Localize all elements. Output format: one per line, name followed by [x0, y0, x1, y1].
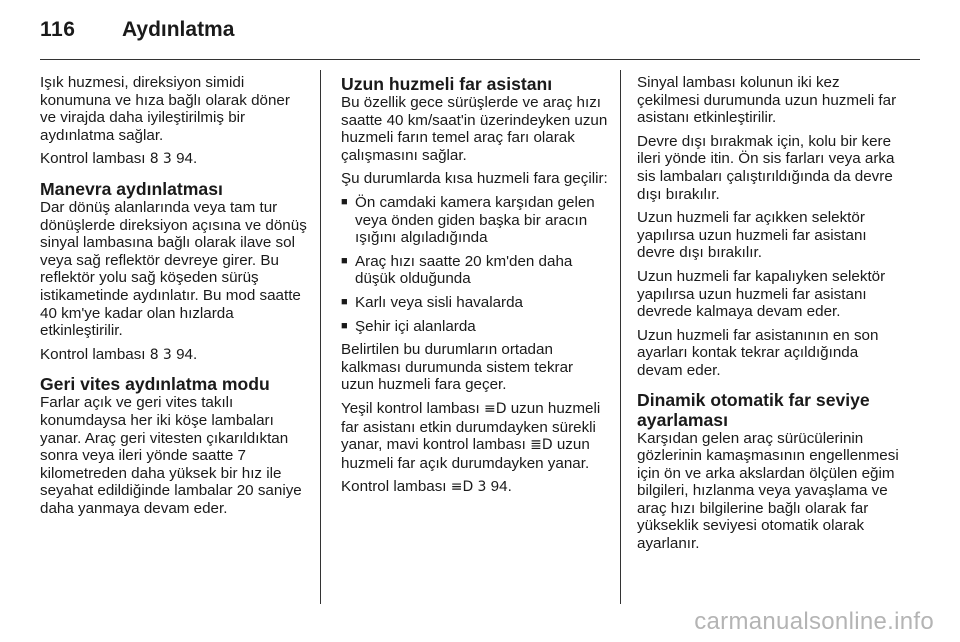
paragraph: Uzun huzmeli far asistanının en son ayarları kontak tekrar açıldığında devam eder. — [637, 326, 879, 379]
page-reference-arrow-icon: 3 — [477, 479, 487, 496]
section-heading-cornering: Manevra aydınlatması — [40, 178, 223, 199]
column-divider — [620, 70, 621, 604]
page-reference-arrow-icon: 3 — [162, 151, 172, 168]
column-middle — [341, 74, 609, 503]
cornering-light-icon: 8 — [149, 151, 159, 168]
list-item: ■ Ön camdaki kamera karşıdan gelen veya önden giden başka bir aracın ışığını algıladığında — [341, 194, 609, 247]
section-heading-reverse-lighting: Geri vites aydınlatma modu — [40, 374, 270, 395]
section-heading-high-beam-assist: Uzun huzmeli far asistanı — [341, 74, 553, 94]
paragraph: Yeşil kontrol lambası ≡D uzun huzmeli far asistanı etkin durumdayken sürekli yanar, mavi kontrol lambası ≣D uzun huzmeli far açık durumdayken yanar. — [341, 399, 601, 472]
page-reference-link[interactable]: 94. — [176, 150, 198, 168]
page-reference-link[interactable]: 94. — [176, 345, 198, 363]
header-rule — [40, 59, 920, 60]
column-left — [40, 74, 308, 523]
watermark: carmanualsonline.info — [694, 608, 934, 635]
control-lamp-reference: Kontrol lambası ≡D 3 94. — [341, 478, 512, 496]
list-item: ■ Araç hızı saatte 20 km'den daha düşük olduğunda — [341, 253, 609, 288]
high-beam-assist-icon: ≡D — [450, 479, 474, 496]
cornering-light-icon: 8 — [149, 346, 159, 363]
high-beam-assist-icon: ≡D — [483, 400, 507, 417]
paragraph: Karşıdan gelen araç sürücülerinin gözlerinin kamaşmasının engellenmesi için ön ve arka akslardan ölçülen eğim bilgileri, hızlanma veya yavaşlama ve araç hızı bilgilerine bağlı olarak far yükseklik seviyesi otomatik olarak ayarlanır. — [637, 429, 899, 553]
condition-list — [341, 194, 609, 335]
section-heading-headlight-leveling: Dinamik otomatik far seviye ayarlaması — [637, 389, 870, 430]
paragraph: Belirtilen bu durumların ortadan kalkması durumunda sistem tekrar uzun huzmeli fara geçer. — [341, 341, 574, 394]
paragraph: Devre dışı bırakmak için, kolu bir kere ileri yönde itin. Ön sis farları veya arka sis lambaları çalıştırıldığında da devre dışı bırakılır. — [637, 132, 895, 203]
control-lamp-reference: Kontrol lambası 8 3 94. — [40, 150, 198, 168]
page-number: 116 — [40, 18, 76, 41]
high-beam-icon: ≣D — [530, 437, 553, 454]
page-reference-link[interactable]: 94. — [490, 478, 512, 496]
page-header — [40, 18, 920, 50]
page-reference-arrow-icon: 3 — [162, 346, 172, 363]
paragraph: Uzun huzmeli far açıkken selektör yapılırsa uzun huzmeli far asistanı devre dışı bırakılır. — [637, 209, 867, 262]
paragraph: Bu özellik gece sürüşlerde ve araç hızı saatte 40 km/saat'in üzerindeyken uzun huzmeli farın temel araç farı olarak çalışmasını sağlar. — [341, 94, 608, 164]
paragraph: Farlar açık ve geri vites takılı konumdaysa her iki köşe lambaları yanar. Araç geri vitesten çıkarıldıktan sonra veya ileri yönde saatte 7 kilometreden daha yüksek bir hız ile seyahat edildiğinde lambalar 20 saniye daha yanmaya devam eder. — [40, 394, 302, 517]
list-item: ■ Şehir içi alanlarda — [341, 318, 609, 336]
paragraph: Dar dönüş alanlarında veya tam tur dönüşlerde direksiyon açısına ve dönüş sinyal lambasına bağlı olarak ilave sol veya sağ reflektör devreye girer. Bu reflektör yolu sağ köşeden sürüş istikametinde aydınlatır. Bu mod saatte 40 km'ye kadar olan hızlarda etkinleştirilir. — [40, 198, 307, 340]
paragraph: Işık huzmesi, direksiyon simidi konumuna ve hıza bağlı olarak döner ve virajda daha iyileştirilmiş bir aydınlatma sağlar. — [40, 74, 290, 144]
column-right — [637, 74, 905, 559]
list-item: ■ Karlı veya sisli havalarda — [341, 294, 609, 312]
control-lamp-reference: Kontrol lambası 8 3 94. — [40, 345, 198, 363]
column-divider — [320, 70, 321, 604]
paragraph: Uzun huzmeli far kapalıyken selektör yapılırsa uzun huzmeli far asistanı devrede kalmaya devam eder. — [637, 267, 886, 321]
paragraph: Sinyal lambası kolunun iki kez çekilmesi durumunda uzun huzmeli far asistanı etkinleştirilir. — [637, 74, 897, 127]
page-title: Aydınlatma — [122, 18, 235, 41]
paragraph: Şu durumlarda kısa huzmeli fara geçilir: — [341, 170, 608, 188]
